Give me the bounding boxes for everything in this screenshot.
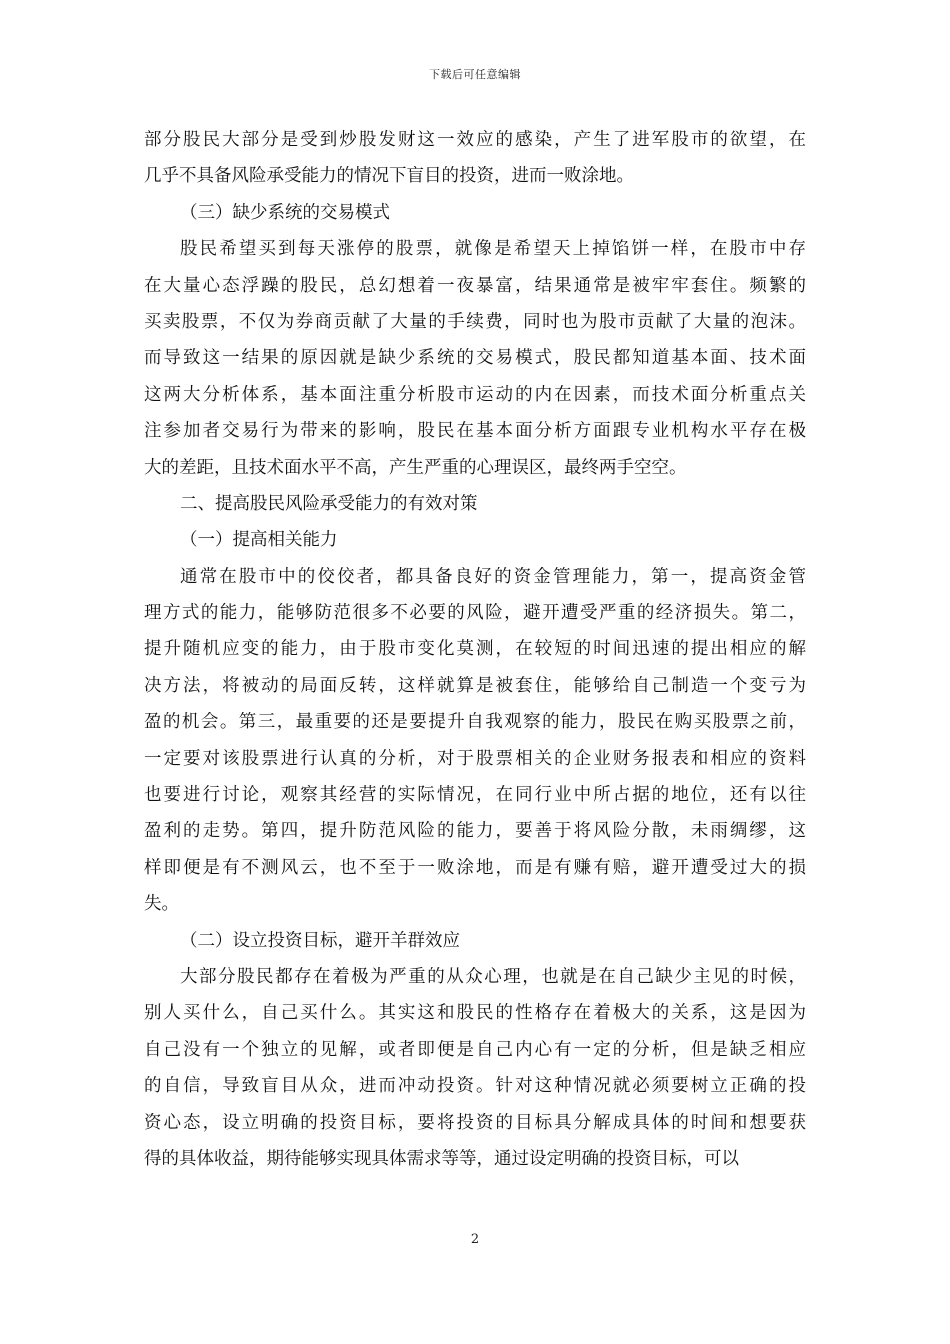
section-heading (144, 195, 806, 231)
paragraph (144, 122, 806, 195)
section-heading (144, 486, 806, 522)
text-line: 决方法，将被动的局面反转，这样就算是被套住，能够给自己制造一个变亏为 (144, 675, 806, 696)
text-line: 也要进行讨论，观察其经营的实际情况，在同行业中所占据的地位，还有以往 (144, 785, 806, 806)
text-line: 股民希望买到每天涨停的股票，就像是希望天上掉馅饼一样，在股市中存 (180, 239, 806, 260)
section-heading (144, 522, 806, 558)
text-line: 注参加者交易行为带来的影响，股民在基本面分析方面跟专业机构水平存在极 (144, 421, 806, 442)
text-line: 得的具体收益，期待能够实现具体需求等等，通过设定明确的投资目标，可以 (144, 1148, 739, 1169)
text-line: 在大量心态浮躁的股民，总幻想着一夜暴富，结果通常是被牢牢套住。频繁的 (144, 275, 806, 296)
text-line: 资心态，设立明确的投资目标，要将投资的目标具分解成具体的时间和想要获 (144, 1112, 806, 1133)
document-body (144, 122, 806, 1177)
text-line: （一）提高相关能力 (180, 530, 338, 551)
text-line: 一定要对该股票进行认真的分析，对于股票相关的企业财务报表和相应的资料 (144, 748, 806, 769)
paragraph (144, 959, 806, 1177)
text-line: 大的差距，且技术面水平不高，产生严重的心理误区，最终两手空空。 (144, 457, 687, 478)
page-header: 下载后可任意编辑 (429, 68, 521, 81)
text-line: 盈的机会。第三，最重要的还是要提升自我观察的能力，股民在购买股票之前， (144, 712, 806, 733)
text-line: 大部分股民都存在着极为严重的从众心理，也就是在自己缺少主见的时候， (180, 966, 806, 987)
text-line: 自己没有一个独立的见解，或者即便是自己内心有一定的分析，但是缺乏相应 (144, 1039, 806, 1060)
section-heading (144, 923, 806, 959)
text-line: 通常在股市中的佼佼者，都具备良好的资金管理能力，第一，提高资金管 (180, 566, 806, 587)
text-line: 二、提高股民风险承受能力的有效对策 (180, 493, 478, 514)
paragraph (144, 231, 806, 486)
text-line: 失。 (144, 894, 179, 915)
text-line: （二）设立投资目标，避开羊群效应 (180, 930, 460, 951)
text-line: 盈利的走势。第四，提升防范风险的能力，要善于将风险分散，未雨绸缪，这 (144, 821, 806, 842)
text-line: 买卖股票，不仅为券商贡献了大量的手续费，同时也为股市贡献了大量的泡沫。 (144, 311, 806, 332)
paragraph (144, 559, 806, 923)
text-line: 样即便是有不测风云，也不至于一败涂地，而是有赚有赔，避开遭受过大的损 (144, 857, 806, 878)
page-number: 2 (470, 1232, 480, 1247)
text-line: 这两大分析体系，基本面注重分析股市运动的内在因素，而技术面分析重点关 (144, 384, 806, 405)
text-line: 提升随机应变的能力，由于股市变化莫测，在较短的时间迅速的提出相应的解 (144, 639, 806, 660)
text-line: 的自信，导致盲目从众，进而冲动投资。针对这种情况就必须要树立正确的投 (144, 1076, 806, 1097)
text-line: 理方式的能力，能够防范很多不必要的风险，避开遭受严重的经济损失。第二， (144, 603, 806, 624)
text-line: 几乎不具备风险承受能力的情况下盲目的投资，进而一败涂地。 (144, 166, 634, 187)
text-line: 而导致这一结果的原因就是缺少系统的交易模式，股民都知道基本面、技术面 (144, 348, 806, 369)
text-line: （三）缺少系统的交易模式 (180, 202, 390, 223)
text-line: 别人买什么，自己买什么。其实这和股民的性格存在着极大的关系，这是因为 (144, 1003, 806, 1024)
text-line: 部分股民大部分是受到炒股发财这一效应的感染，产生了进军股市的欲望，在 (144, 130, 806, 150)
